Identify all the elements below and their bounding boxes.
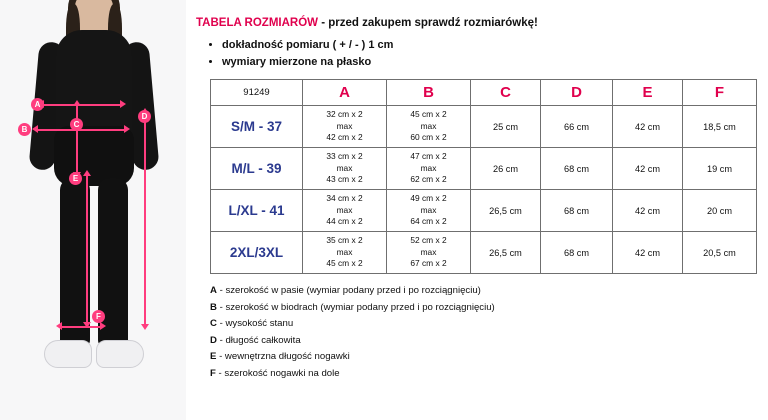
measure-arrow-d-down bbox=[141, 324, 149, 330]
cell-e: 42 cm bbox=[613, 190, 683, 232]
measure-arrow-b-right bbox=[124, 125, 130, 133]
column-header-b: B bbox=[387, 80, 471, 106]
table-row bbox=[211, 232, 757, 274]
marker-b: B bbox=[18, 123, 31, 136]
cell-c: 26,5 cm bbox=[471, 190, 541, 232]
cell-a: 33 cm x 2 max 43 cm x 2 bbox=[303, 148, 387, 190]
cell-d: 68 cm bbox=[541, 148, 613, 190]
column-header-c: C bbox=[471, 80, 541, 106]
cell-e: 42 cm bbox=[613, 232, 683, 274]
column-header-d: D bbox=[541, 80, 613, 106]
page-title bbox=[196, 16, 754, 31]
marker-d: D bbox=[138, 110, 151, 123]
legend-text-a: - szerokość w pasie (wymiar podany przed i po rozciągnięciu) bbox=[216, 285, 481, 297]
marker-c: C bbox=[70, 118, 83, 131]
cell-e: 42 cm bbox=[613, 106, 683, 148]
row-size-label: 2XL/3XL bbox=[211, 232, 303, 274]
measure-line-e bbox=[86, 174, 88, 324]
table-row bbox=[211, 106, 757, 148]
measure-line-c bbox=[76, 104, 78, 174]
legend-item-f bbox=[210, 366, 754, 383]
cell-d: 68 cm bbox=[541, 232, 613, 274]
row-size-label: S/M - 37 bbox=[211, 106, 303, 148]
legend-item-e bbox=[210, 349, 754, 366]
legend-key-f: F bbox=[210, 367, 216, 379]
column-header-e: E bbox=[613, 80, 683, 106]
row-size-label: L/XL - 41 bbox=[211, 190, 303, 232]
cell-f: 19 cm bbox=[683, 148, 757, 190]
measure-arrow-b-left bbox=[32, 125, 38, 133]
cell-b: 52 cm x 2 max 67 cm x 2 bbox=[387, 232, 471, 274]
column-header-a: A bbox=[303, 80, 387, 106]
model-torso bbox=[56, 30, 132, 140]
page-title-rest: - przed zakupem sprawdź rozmiarówkę! bbox=[318, 17, 538, 29]
legend-key-d: D bbox=[210, 334, 217, 346]
table-row bbox=[211, 190, 757, 232]
measure-arrow-c-up bbox=[73, 100, 81, 106]
product-photo bbox=[0, 0, 186, 420]
measure-line-f bbox=[62, 326, 100, 328]
legend bbox=[210, 283, 754, 382]
table-product-code: 91249 bbox=[211, 80, 303, 106]
model-shoe-right bbox=[96, 340, 144, 368]
row-size-label: M/L - 39 bbox=[211, 148, 303, 190]
cell-f: 18,5 cm bbox=[683, 106, 757, 148]
legend-text-f: - szerokość nogawki na dole bbox=[215, 367, 340, 379]
legend-item-d bbox=[210, 333, 754, 350]
cell-a: 34 cm x 2 max 44 cm x 2 bbox=[303, 190, 387, 232]
legend-text-b: - szerokość w biodrach (wymiar podany przed i po rozciągnięciu) bbox=[216, 301, 495, 313]
cell-e: 42 cm bbox=[613, 148, 683, 190]
cell-c: 26,5 cm bbox=[471, 232, 541, 274]
model-shoe-left bbox=[44, 340, 92, 368]
legend-key-e: E bbox=[210, 351, 217, 363]
cell-d: 66 cm bbox=[541, 106, 613, 148]
note-item: • dokładność pomiaru ( + / - ) 1 cm bbox=[222, 37, 754, 54]
measure-arrow-f-left bbox=[56, 322, 62, 330]
legend-key-c: C bbox=[210, 318, 217, 330]
page-title-highlight: TABELA ROZMIARÓW bbox=[196, 17, 319, 29]
table-row bbox=[211, 148, 757, 190]
legend-item-b bbox=[210, 300, 754, 317]
cell-f: 20 cm bbox=[683, 190, 757, 232]
legend-text-e: - wewnętrzna długość nogawki bbox=[216, 351, 350, 363]
cell-b: 45 cm x 2 max 60 cm x 2 bbox=[387, 106, 471, 148]
cell-c: 25 cm bbox=[471, 106, 541, 148]
legend-key-b: B bbox=[210, 301, 217, 313]
measure-arrow-f-right bbox=[100, 322, 106, 330]
measure-line-d bbox=[144, 112, 146, 326]
cell-f: 20,5 cm bbox=[683, 232, 757, 274]
table-header-row bbox=[211, 80, 757, 106]
cell-c: 26 cm bbox=[471, 148, 541, 190]
legend-key-a: A bbox=[210, 285, 217, 297]
cell-a: 32 cm x 2 max 42 cm x 2 bbox=[303, 106, 387, 148]
notes-list bbox=[196, 37, 754, 71]
model-hip bbox=[54, 126, 134, 186]
cell-b: 49 cm x 2 max 64 cm x 2 bbox=[387, 190, 471, 232]
column-header-f: F bbox=[683, 80, 757, 106]
size-chart-panel bbox=[186, 0, 768, 420]
marker-f: F bbox=[92, 310, 105, 323]
marker-e: E bbox=[69, 172, 82, 185]
measure-line-a bbox=[44, 104, 120, 106]
cell-d: 68 cm bbox=[541, 190, 613, 232]
marker-a: A bbox=[31, 98, 44, 111]
note-item: • wymiary mierzone na płasko bbox=[222, 54, 754, 71]
legend-text-c: - wysokość stanu bbox=[216, 318, 294, 330]
cell-a: 35 cm x 2 max 45 cm x 2 bbox=[303, 232, 387, 274]
measure-arrow-a-right bbox=[120, 100, 126, 108]
cell-b: 47 cm x 2 max 62 cm x 2 bbox=[387, 148, 471, 190]
measure-arrow-e-up bbox=[83, 170, 91, 176]
measure-line-b bbox=[38, 129, 124, 131]
legend-item-a bbox=[210, 283, 754, 300]
legend-item-c bbox=[210, 316, 754, 333]
size-table bbox=[210, 79, 757, 274]
legend-text-d: - długość całkowita bbox=[216, 334, 301, 346]
